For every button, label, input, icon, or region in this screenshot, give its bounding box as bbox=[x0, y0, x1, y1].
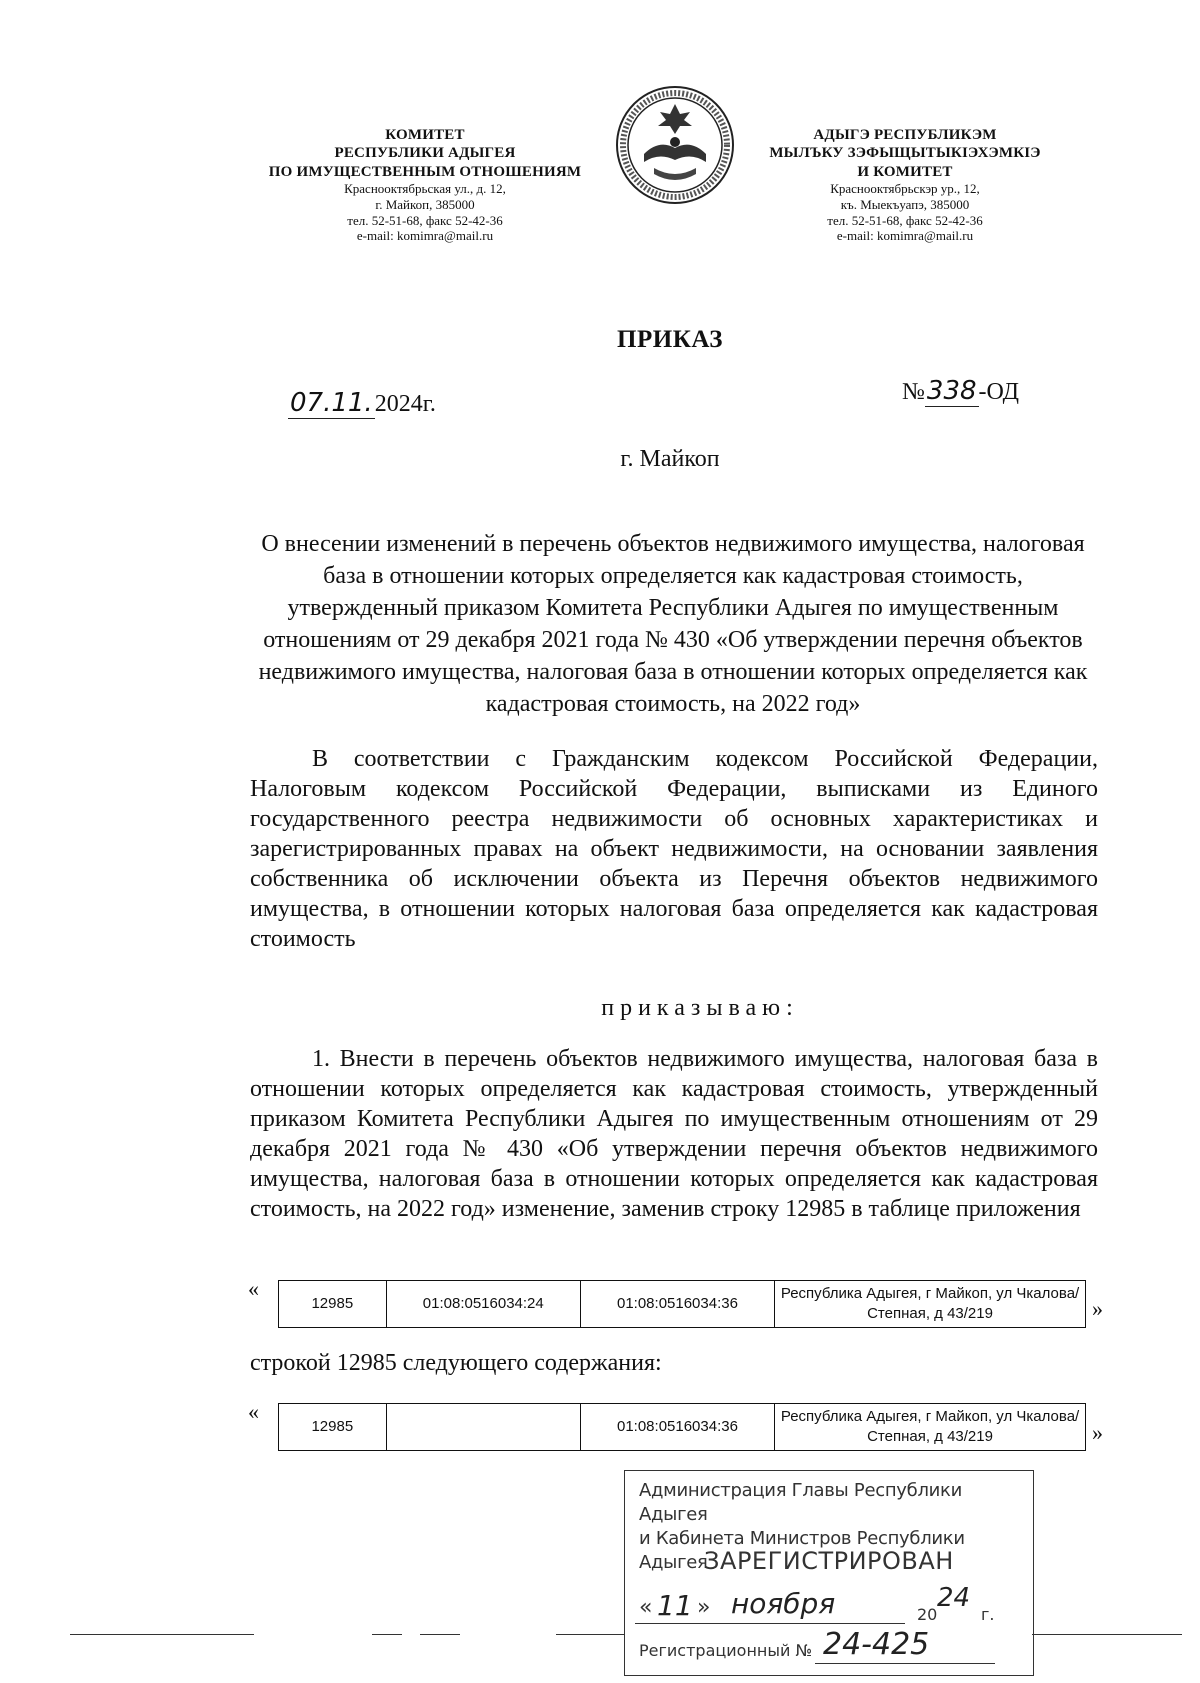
document-date bbox=[288, 388, 436, 419]
header-right-addr1: Краснооктябрьскэр ур., 12, bbox=[830, 180, 980, 196]
header-left-addr2: г. Майкоп, 385000 bbox=[375, 196, 475, 212]
item-1-paragraph: 1. Внести в перечень объектов недвижимого имущества, налоговая база в отношении которых определяется как кадастровая стоимость, утвержденный приказом Комитета Республики Адыгея по имущественным отношениям от 29 декабря 2021 года № 430 «Об утверждении перечня объектов недвижимого имущества, налоговая база в отношении которых определяется как кадастровая стоимость, на 2022 год» изменение, заменив строку 12985 в таблице приложения bbox=[250, 1046, 1098, 1222]
table-cell: Республика Адыгея, г Майкоп, ул Чкалова/Степная, д 43/219 bbox=[775, 1281, 1086, 1328]
table-row bbox=[279, 1281, 1086, 1328]
number-prefix: № bbox=[902, 379, 925, 405]
stamp-quote-open: « bbox=[639, 1595, 653, 1620]
footer-dash bbox=[372, 1634, 402, 1635]
header-right-line2: МЫЛЪКУ ЗЭФЫЩЫТЫКІЭХЭМКІЭ bbox=[769, 145, 1041, 162]
date-handwritten: 07.11. bbox=[290, 388, 373, 418]
header-left-email: e-mail: komimra@mail.ru bbox=[356, 228, 494, 244]
quote-close-1: » bbox=[1092, 1296, 1103, 1321]
quote-open-2: « bbox=[248, 1399, 259, 1424]
header-right-org bbox=[740, 126, 1070, 244]
date-suffix: 2024г. bbox=[374, 391, 436, 417]
header-right-phone: тел. 52-51-68, факс 52-42-36 bbox=[827, 212, 983, 228]
table-cell bbox=[386, 1404, 580, 1451]
order-word: приказываю: bbox=[601, 995, 799, 1021]
header-left-org bbox=[240, 126, 610, 244]
table-cell: 01:08:0516034:36 bbox=[580, 1404, 774, 1451]
coat-of-arms-emblem-icon bbox=[614, 84, 736, 206]
stamp-year-suffix: г. bbox=[981, 1605, 995, 1624]
table-row bbox=[279, 1404, 1086, 1451]
table-new-row bbox=[278, 1403, 1086, 1451]
number-suffix: -ОД bbox=[978, 379, 1020, 405]
header-right-addr2: къ. Мыекъуапэ, 385000 bbox=[840, 196, 970, 212]
stamp-org-line1: Администрация Главы Республики Адыгея bbox=[639, 1480, 963, 1525]
stamp-quote-close: » bbox=[697, 1595, 711, 1620]
quote-close-2: » bbox=[1092, 1420, 1103, 1445]
table-old-row bbox=[278, 1280, 1086, 1328]
table-cell: 01:08:0516034:24 bbox=[386, 1281, 580, 1328]
table-cell: 12985 bbox=[279, 1281, 387, 1328]
stamp-number-underline bbox=[815, 1663, 995, 1664]
stamp-date-underline bbox=[635, 1623, 905, 1624]
table-cell: 01:08:0516034:36 bbox=[580, 1281, 774, 1328]
stamp-number-line bbox=[639, 1627, 1029, 1665]
footer-dash bbox=[70, 1634, 254, 1635]
footer-dash bbox=[556, 1634, 624, 1635]
document-number bbox=[902, 376, 1019, 407]
quote-open-1: « bbox=[248, 1276, 259, 1301]
header-left-phone: тел. 52-51-68, факс 52-42-36 bbox=[347, 212, 503, 228]
stamp-org-line2: и Кабинета Министров Республики Адыгея bbox=[639, 1528, 965, 1573]
header-left-line3: ПО ИМУЩЕСТВЕННЫМ ОТНОШЕНИЯМ bbox=[268, 163, 582, 180]
stamp-reg-number-handwritten: 24-425 bbox=[823, 1627, 930, 1662]
header-right-email: e-mail: komimra@mail.ru bbox=[836, 228, 974, 244]
header-left-addr1: Краснооктябрьская ул., д. 12, bbox=[344, 180, 506, 196]
stamp-month-handwritten: ноября bbox=[731, 1587, 836, 1620]
stamp-year-prefix: 20 bbox=[917, 1605, 938, 1624]
footer-dash bbox=[420, 1634, 460, 1635]
registration-stamp bbox=[624, 1470, 1034, 1676]
header-left-line1: КОМИТЕТ bbox=[385, 127, 465, 143]
stamp-reg-label: Регистрационный № bbox=[639, 1641, 813, 1660]
stamp-day-handwritten: 11 bbox=[657, 1589, 693, 1622]
header-right-line3: И КОМИТЕТ bbox=[857, 163, 953, 180]
document-subject: О внесении изменений в перечень объектов недвижимого имущества, налоговая база в отношении которых определяется как кадастровая стоимость, утвержденный приказом Комитета Республики Адыгея по имущественным отношениям от 29 декабря 2021 года № 430 «Об утверждении перечня объектов недвижимого имущества, налоговая база в отношении которых определяется как кадастровая стоимость, на 2022 год» bbox=[258, 531, 1088, 717]
preamble-paragraph: В соответствии с Гражданским кодексом Российской Федерации, Налоговым кодексом Российской Федерации, выписками из Единого государственного реестра недвижимости об основных характеристиках и зарегистрированных правах на объект недвижимости, на основании заявления собственника об исключении объекта из Перечня объектов недвижимого имущества, в отношении которых налоговая база определяется как кадастровая стоимость bbox=[250, 746, 1098, 952]
table-cell: Республика Адыгея, г Майкоп, ул Чкалова/Степная, д 43/219 bbox=[775, 1404, 1086, 1451]
stamp-registered: ЗАРЕГИСТРИРОВАН bbox=[704, 1547, 954, 1575]
header-right-line1: АДЫГЭ РЕСПУБЛИКЭМ bbox=[813, 127, 997, 143]
header-left-line2: РЕСПУБЛИКИ АДЫГЕЯ bbox=[334, 145, 516, 162]
replacement-intro: строкой 12985 следующего содержания: bbox=[250, 1350, 662, 1376]
footer-dash bbox=[1032, 1634, 1182, 1635]
document-city: г. Майкоп bbox=[620, 446, 720, 472]
table-cell: 12985 bbox=[279, 1404, 387, 1451]
number-handwritten: 338 bbox=[926, 376, 977, 406]
stamp-date-line bbox=[635, 1583, 1025, 1627]
document-title: ПРИКАЗ bbox=[617, 326, 723, 353]
stamp-year-handwritten: 24 bbox=[937, 1583, 971, 1613]
